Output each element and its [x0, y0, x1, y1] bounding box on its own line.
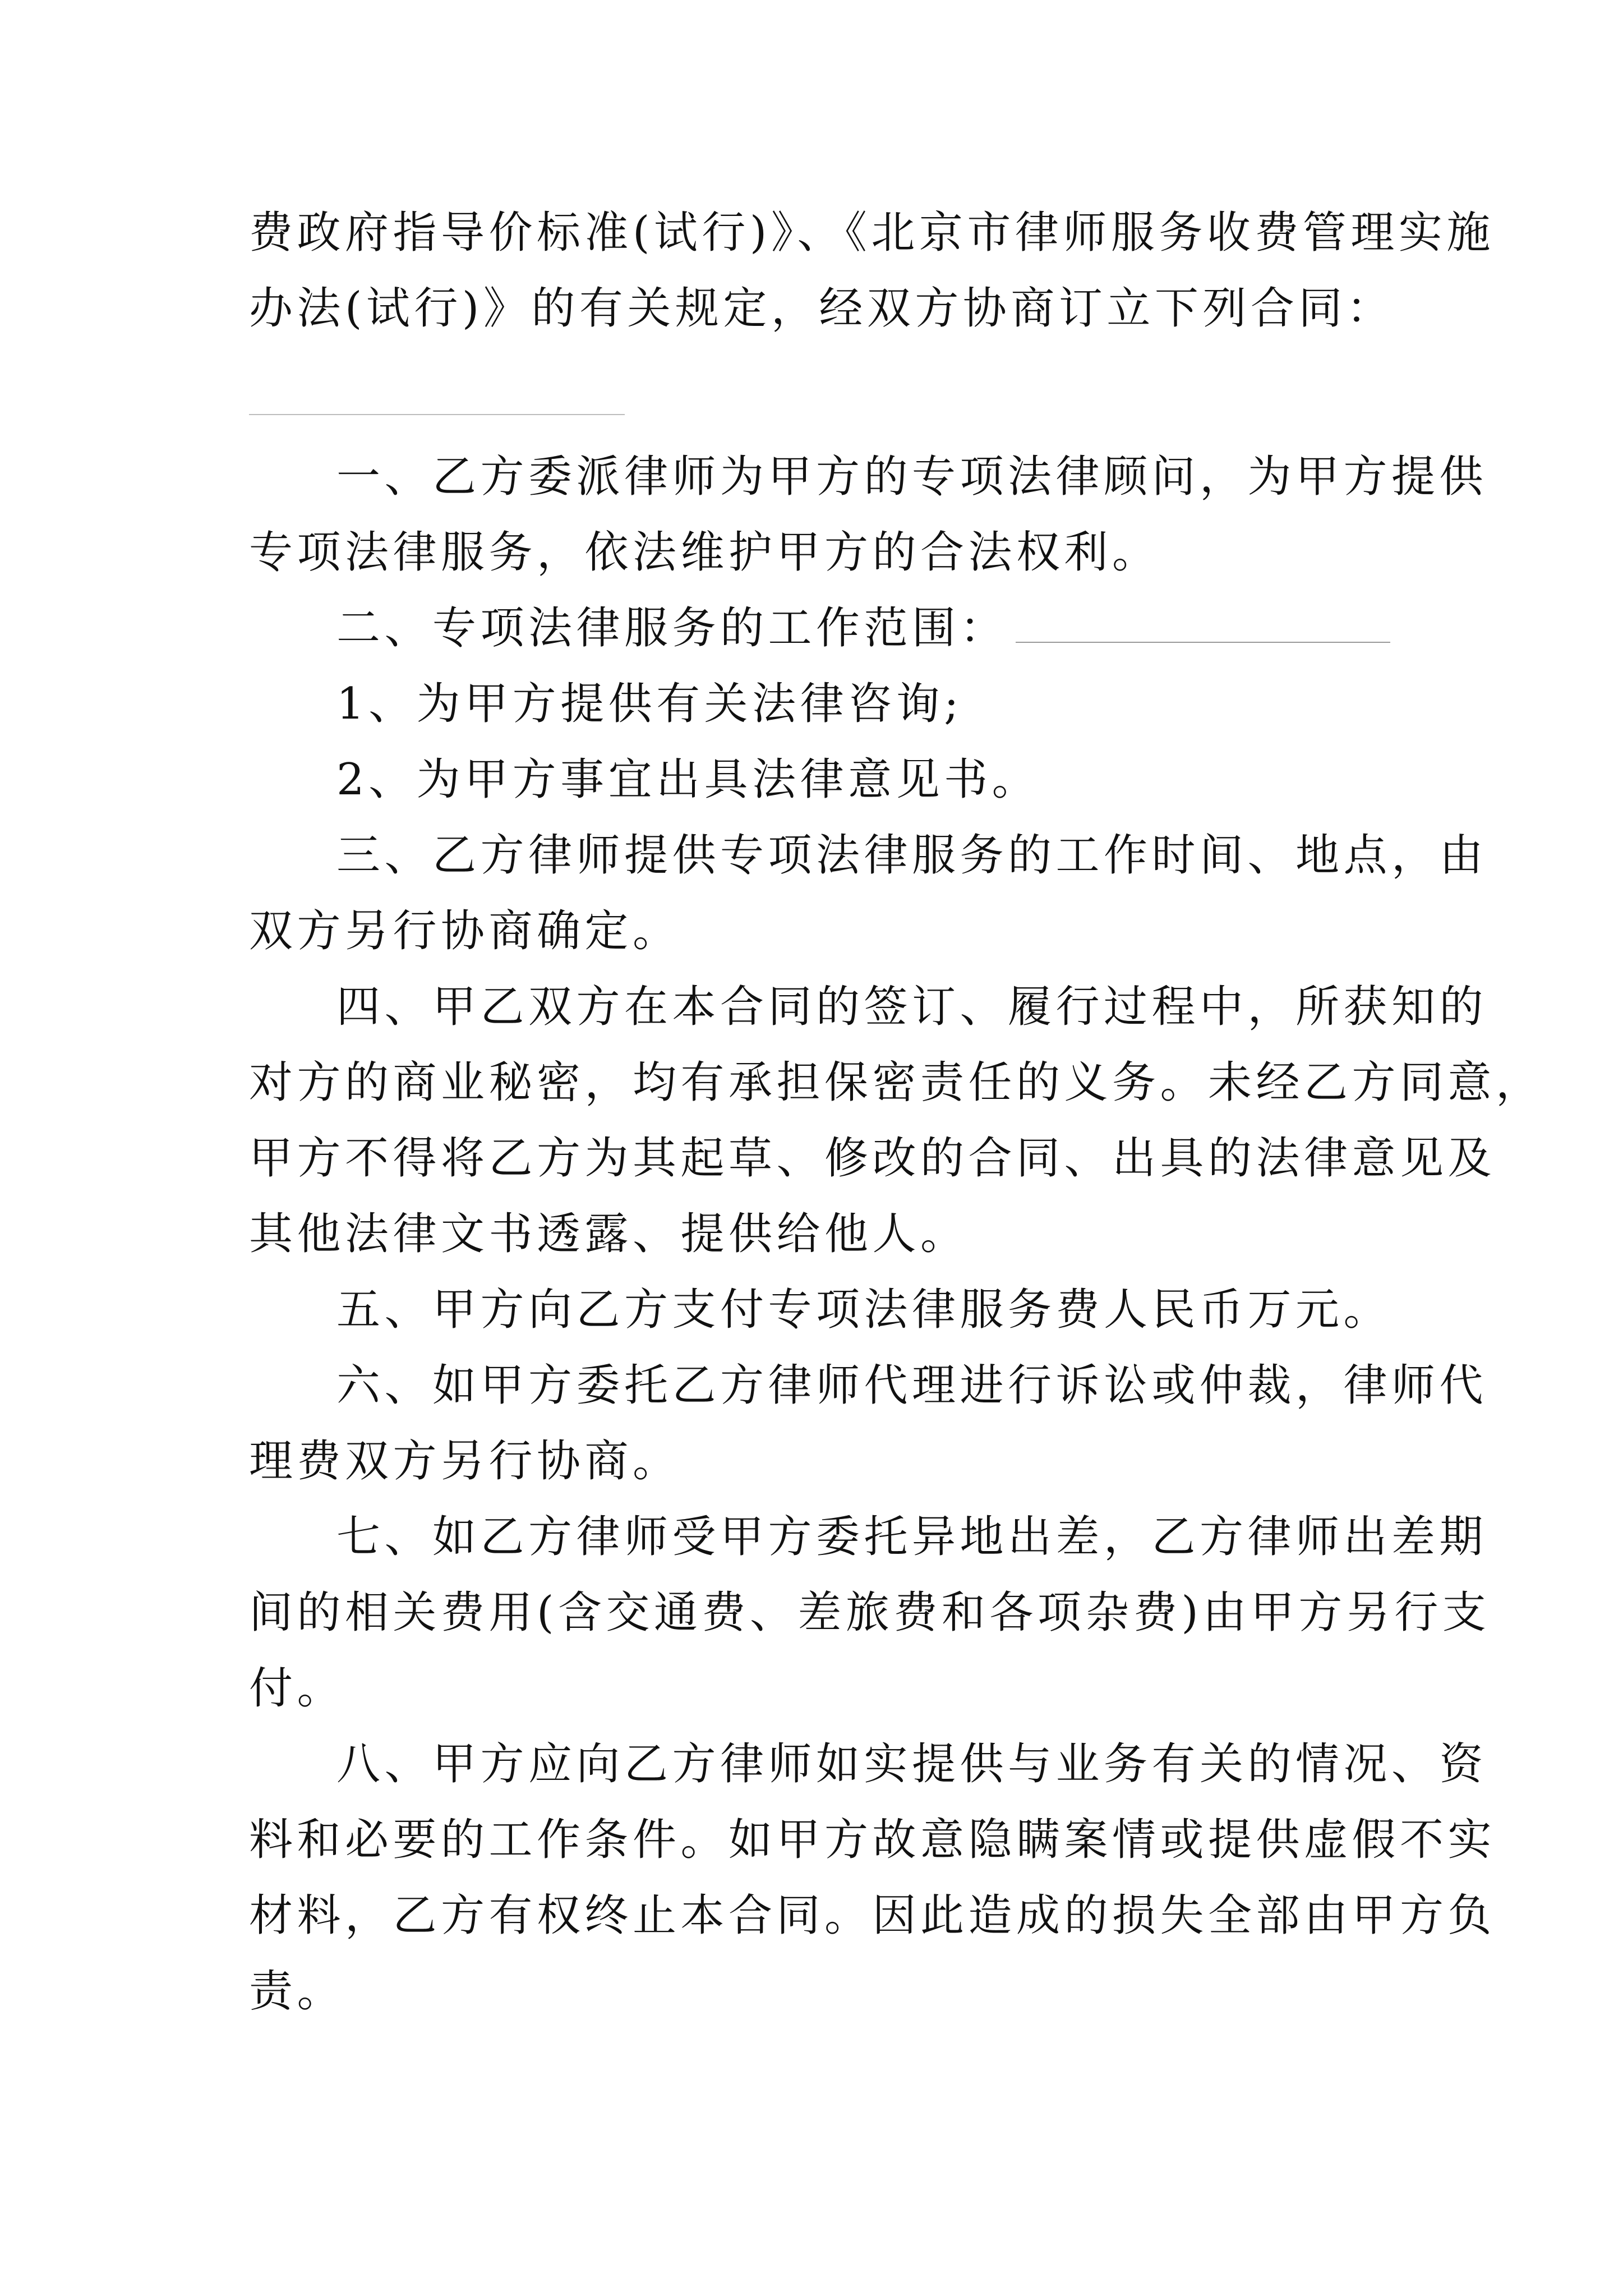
clause-2-item-1: 1、为甲方提供有关法律咨询; [336, 679, 963, 729]
clause-3-line-1: 三、乙方律师提供专项法律服务的工作时间、地点，由 [336, 830, 1488, 881]
clause-2-item-2: 2、为甲方事宜出具法律意见书。 [336, 754, 1040, 805]
clause-6-line-2: 理费双方另行协商。 [249, 1436, 681, 1487]
clause-1-line-2: 专项法律服务，依法维护甲方的合法权利。 [249, 527, 1160, 578]
clause-2-heading-text: 二、专项法律服务的工作范围： [336, 603, 1008, 654]
clause-1-line-1: 一、乙方委派律师为甲方的专项法律顾问，为甲方提供 [336, 452, 1488, 502]
clause-6-line-1: 六、如甲方委托乙方律师代理进行诉讼或仲裁，律师代 [336, 1360, 1488, 1411]
clause-4-line-1: 四、甲乙双方在本合同的签订、履行过程中，所获知的 [336, 982, 1488, 1032]
clause-4-line-3: 甲方不得将乙方为其起草、修改的合同、出具的法律意见及 [249, 1133, 1496, 1184]
clause-4-line-2: 对方的商业秘密，均有承担保密责任的义务。未经乙方同意， [249, 1057, 1544, 1108]
section-divider [249, 414, 625, 415]
clause-5-line-1: 五、甲方向乙方支付专项法律服务费人民币万元。 [336, 1285, 1392, 1335]
clause-8-line-2: 料和必要的工作条件。如甲方故意隐瞒案情或提供虚假不实 [249, 1815, 1496, 1865]
clause-7-line-3: 付。 [249, 1663, 345, 1714]
scope-blank-field [1016, 608, 1390, 643]
clause-3-line-2: 双方另行协商确定。 [249, 906, 681, 956]
clause-8-line-1: 八、甲方应向乙方律师如实提供与业务有关的情况、资 [336, 1739, 1488, 1789]
clause-4-line-4: 其他法律文书透露、提供给他人。 [249, 1209, 969, 1259]
clause-2-heading [249, 597, 1390, 659]
intro-line-1: 费政府指导价标准(试行)》、《北京市律师服务收费管理实施 [249, 208, 1495, 258]
clause-8-line-4: 责。 [249, 1966, 345, 2017]
clause-7-line-1: 七、如乙方律师受甲方委托异地出差，乙方律师出差期 [336, 1512, 1488, 1562]
clause-8-line-3: 材料，乙方有权终止本合同。因此造成的损失全部由甲方负 [249, 1890, 1496, 1941]
clause-7-line-2: 间的相关费用(含交通费、差旅费和各项杂费)由甲方另行支 [249, 1588, 1491, 1638]
intro-line-2: 办法(试行)》的有关规定，经双方协商订立下列合同： [249, 283, 1395, 334]
